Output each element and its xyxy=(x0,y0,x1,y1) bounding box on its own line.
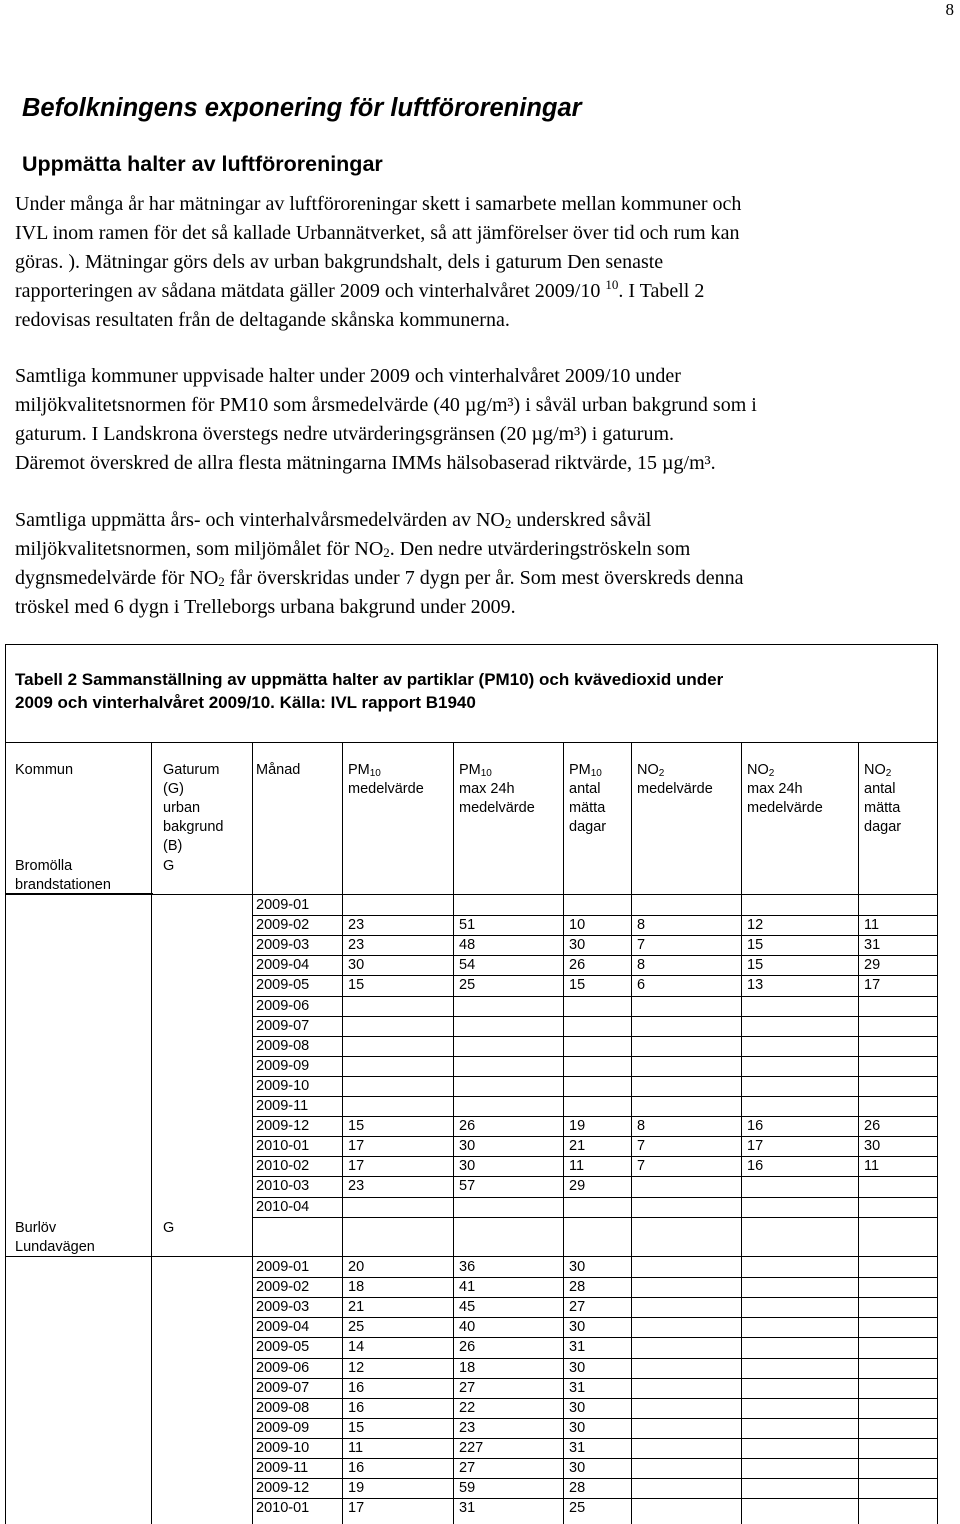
cell-month: 2009-10 xyxy=(256,1077,310,1094)
cell-pm10-max24h: 54 xyxy=(459,957,476,974)
header-gaturum-4: bakgrund xyxy=(163,819,224,835)
subscript: 2 xyxy=(504,516,512,531)
header-no-mean-1 xyxy=(637,761,713,780)
header-pm-mean-2: medelvärde xyxy=(348,781,424,797)
header-no-max-3: medelvärde xyxy=(747,800,823,816)
cell-no2-max24h: 16 xyxy=(747,1118,764,1135)
cell-pm10-max24h: 30 xyxy=(459,1158,476,1175)
cell-pm10-mean: 16 xyxy=(348,1379,365,1396)
cell-pm10-max24h: 26 xyxy=(459,1118,476,1135)
cell-pm10-mean: 23 xyxy=(348,917,365,934)
cell-pm10-max24h: 31 xyxy=(459,1500,476,1517)
header-no-max xyxy=(747,761,823,818)
cell-pm10-mean: 14 xyxy=(348,1339,365,1356)
cell-no2-days: 11 xyxy=(864,1158,880,1175)
row-divider xyxy=(252,1056,938,1057)
cell-pm10-max24h: 59 xyxy=(459,1480,476,1497)
table-border-left xyxy=(5,644,6,1524)
cell-month: 2009-05 xyxy=(256,1339,310,1356)
header-kommun: Kommun xyxy=(15,762,74,778)
col-sep-6 xyxy=(631,742,632,1524)
cell-pm10-days: 31 xyxy=(569,1439,586,1456)
header-no-max-2: max 24h xyxy=(747,781,803,797)
sub-heading: Uppmätta halter av luftföroreningar xyxy=(22,152,383,176)
page-number: 8 xyxy=(945,0,954,19)
p1-line-1: Under många år har mätningar av luftföroreningar skett i samarbete mellan kommuner och xyxy=(15,193,742,215)
pm-label: PM xyxy=(348,762,370,778)
cell-month: 2009-10 xyxy=(256,1439,310,1456)
header-pm-days xyxy=(569,761,606,837)
header-pm-max-3: medelvärde xyxy=(459,800,535,816)
header-no-days-1 xyxy=(864,761,901,780)
station-burlov-name-1: Burlöv xyxy=(15,1220,57,1236)
col-sep-1 xyxy=(151,742,152,1524)
cell-pm10-mean: 17 xyxy=(348,1500,365,1517)
cell-month: 2009-01 xyxy=(256,897,310,913)
cell-no2-mean: 8 xyxy=(637,1118,646,1135)
p3-line-1 xyxy=(15,506,744,535)
p1-line-5: redovisas resultaten från de deltagande skånska kommunerna. xyxy=(15,309,510,331)
p3-line-2-text: miljökvalitetsnormen, som miljömålet för NO xyxy=(15,538,384,560)
pm-label: PM xyxy=(459,762,481,778)
cell-pm10-mean: 17 xyxy=(348,1158,365,1175)
header-no-days-4: dagar xyxy=(864,819,902,835)
cell-month: 2009-01 xyxy=(256,1259,310,1275)
cell-no2-days: 29 xyxy=(864,957,881,974)
col-sep-3 xyxy=(342,742,343,1524)
subscript: 2 xyxy=(218,574,225,589)
cell-pm10-mean: 23 xyxy=(348,937,365,954)
cell-pm10-mean: 11 xyxy=(348,1439,364,1456)
no-subscript: 2 xyxy=(658,768,665,779)
cell-month: 2009-03 xyxy=(256,1299,310,1316)
cell-pm10-mean: 30 xyxy=(348,957,365,974)
cell-month: 2009-02 xyxy=(256,917,310,934)
cell-month: 2009-08 xyxy=(256,1399,310,1416)
p2-line-2: miljökvalitetsnormen för PM10 som årsmedelvärde (40 µg/m³) i såväl urban bakgrund som i xyxy=(15,394,757,416)
header-gaturum-1: Gaturum xyxy=(163,762,220,778)
cell-pm10-max24h: 48 xyxy=(459,937,476,954)
cell-pm10-max24h: 25 xyxy=(459,977,476,994)
cell-pm10-max24h: 45 xyxy=(459,1299,476,1316)
row-divider xyxy=(252,1197,938,1198)
cell-pm10-mean: 15 xyxy=(348,1419,365,1436)
cell-pm10-max24h: 41 xyxy=(459,1279,476,1296)
cell-pm10-max24h: 26 xyxy=(459,1339,476,1356)
col-sep-8 xyxy=(858,742,859,1524)
pm-subscript: 10 xyxy=(480,768,492,779)
header-no-days xyxy=(864,761,901,837)
cell-pm10-mean: 25 xyxy=(348,1319,365,1336)
cell-pm10-max24h: 30 xyxy=(459,1138,476,1155)
cell-month: 2010-01 xyxy=(256,1500,310,1517)
cell-pm10-mean: 17 xyxy=(348,1138,365,1155)
cell-pm10-days: 15 xyxy=(569,977,586,994)
cell-pm10-mean: 15 xyxy=(348,977,365,994)
cell-pm10-days: 25 xyxy=(569,1500,586,1517)
cell-month: 2010-03 xyxy=(256,1178,310,1195)
header-pm-days-2: antal xyxy=(569,781,601,797)
cell-pm10-mean: 16 xyxy=(348,1460,365,1476)
pm-subscript: 10 xyxy=(590,768,602,779)
cell-pm10-days: 30 xyxy=(569,1259,586,1275)
cell-pm10-days: 30 xyxy=(569,1319,586,1336)
cell-pm10-days: 21 xyxy=(569,1138,586,1155)
no-subscript: 2 xyxy=(885,768,892,779)
cell-month: 2009-06 xyxy=(256,1359,310,1376)
cell-pm10-max24h: 36 xyxy=(459,1259,476,1275)
cell-pm10-max24h: 51 xyxy=(459,917,476,934)
cell-pm10-days: 30 xyxy=(569,1399,586,1416)
header-gaturum-2: (G) xyxy=(163,781,184,797)
cell-no2-max24h: 16 xyxy=(747,1158,764,1175)
cell-pm10-days: 10 xyxy=(569,917,586,934)
cell-month: 2009-09 xyxy=(256,1419,310,1436)
row-divider xyxy=(252,1076,938,1077)
cell-month: 2009-07 xyxy=(256,1017,310,1034)
cell-pm10-days: 31 xyxy=(569,1379,586,1396)
row-divider xyxy=(252,1036,938,1037)
cell-month: 2009-05 xyxy=(256,977,310,994)
col-sep-2 xyxy=(252,742,253,1524)
cell-pm10-max24h: 27 xyxy=(459,1379,476,1396)
cell-pm10-mean: 20 xyxy=(348,1259,365,1275)
station-burlov-type: G xyxy=(163,1220,175,1236)
caption-divider xyxy=(5,742,938,743)
cell-pm10-mean: 15 xyxy=(348,1118,365,1135)
main-heading: Befolkningens exponering för luftföroreningar xyxy=(22,94,582,122)
paragraph-2 xyxy=(15,362,757,478)
cell-pm10-max24h: 22 xyxy=(459,1399,476,1416)
col-sep-7 xyxy=(741,742,742,1524)
table-border-top xyxy=(5,644,938,645)
cell-pm10-days: 11 xyxy=(569,1158,585,1175)
station-bromolla-name-2: brandstationen xyxy=(15,877,111,893)
p1-line-4-text: rapporteringen av sådana mätdata gäller 2009 och vinterhalvåret 2009/10 xyxy=(15,280,606,302)
cell-no2-max24h: 12 xyxy=(747,917,764,934)
cell-no2-max24h: 17 xyxy=(747,1138,764,1155)
cell-no2-days: 30 xyxy=(864,1138,881,1155)
station-bromolla-type: G xyxy=(163,858,175,874)
cell-no2-mean: 7 xyxy=(637,1158,646,1175)
p3-line-2 xyxy=(15,535,744,564)
no-subscript: 2 xyxy=(768,768,775,779)
cell-pm10-max24h: 18 xyxy=(459,1359,476,1376)
cell-pm10-mean: 19 xyxy=(348,1480,365,1497)
no-label: NO xyxy=(637,762,659,778)
cell-pm10-mean: 18 xyxy=(348,1279,365,1296)
station-bromolla-name-1: Bromölla xyxy=(15,858,73,874)
header-pm-mean xyxy=(348,761,424,799)
cell-pm10-days: 28 xyxy=(569,1480,586,1497)
cell-no2-mean: 6 xyxy=(637,977,646,994)
header-pm-max-2: max 24h xyxy=(459,781,515,797)
row-divider xyxy=(252,1217,938,1218)
header-no-days-3: mätta xyxy=(864,800,901,816)
cell-no2-days: 11 xyxy=(864,917,880,934)
cell-no2-days: 17 xyxy=(864,977,881,994)
p3-line-2-tail: . Den nedre utvärderingströskeln som xyxy=(389,538,691,560)
cell-no2-mean: 8 xyxy=(637,957,646,974)
row-divider xyxy=(252,1096,938,1097)
header-manad: Månad xyxy=(256,762,301,778)
p1-line-4-tail: . I Tabell 2 xyxy=(618,280,705,302)
cell-month: 2009-12 xyxy=(256,1480,310,1497)
cell-month: 2009-11 xyxy=(256,1098,309,1114)
cell-pm10-days: 26 xyxy=(569,957,586,974)
cell-no2-max24h: 15 xyxy=(747,937,764,954)
p3-line-3-tail: får överskridas under 7 dygn per år. Som mest överskreds denna xyxy=(224,567,744,589)
header-pm-max xyxy=(459,761,535,818)
cell-pm10-days: 29 xyxy=(569,1178,586,1195)
header-no-mean-2: medelvärde xyxy=(637,781,713,797)
cell-pm10-mean: 21 xyxy=(348,1299,365,1316)
cell-pm10-days: 28 xyxy=(569,1279,586,1296)
cell-month: 2009-09 xyxy=(256,1057,310,1074)
cell-pm10-mean: 23 xyxy=(348,1178,365,1195)
cell-month: 2010-02 xyxy=(256,1158,310,1175)
cell-no2-days: 31 xyxy=(864,937,881,954)
cell-month: 2009-02 xyxy=(256,1279,310,1296)
p3-line-3-text: dygnsmedelvärde för NO xyxy=(15,567,219,589)
no-label: NO xyxy=(747,762,769,778)
table-border-right xyxy=(937,644,938,1524)
p2-line-1: Samtliga kommuner uppvisade halter under 2009 och vinterhalvåret 2009/10 under xyxy=(15,365,681,387)
pm-subscript: 10 xyxy=(369,768,381,779)
table-caption xyxy=(15,668,915,714)
col-sep-4 xyxy=(453,742,454,1524)
cell-no2-mean: 8 xyxy=(637,917,646,934)
cell-month: 2009-11 xyxy=(256,1460,309,1476)
p2-line-4: Däremot överskred de allra flesta mätningarna IMMs hälsobaserad riktvärde, 15 µg/m³. xyxy=(15,452,716,474)
header-gaturum-3: urban xyxy=(163,800,201,816)
cell-pm10-days: 31 xyxy=(569,1339,586,1356)
col-sep-5 xyxy=(563,742,564,1524)
header-pm-days-3: mätta xyxy=(569,800,606,816)
paragraph-1 xyxy=(15,190,741,335)
cell-no2-mean: 7 xyxy=(637,1138,646,1155)
cell-month: 2009-08 xyxy=(256,1037,310,1054)
cell-month: 2009-03 xyxy=(256,937,310,954)
p2-line-3: gaturum. I Landskrona överstegs nedre utvärderingsgränsen (20 µg/m³) i gaturum. xyxy=(15,423,675,445)
cell-pm10-days: 30 xyxy=(569,937,586,954)
station-burlov-name-2: Lundavägen xyxy=(15,1239,95,1255)
header-pm-days-1 xyxy=(569,761,606,780)
cell-pm10-mean: 12 xyxy=(348,1359,365,1376)
footnote-ref: 10 xyxy=(605,277,619,292)
cell-pm10-days: 19 xyxy=(569,1118,586,1135)
station-burlov-name xyxy=(15,1219,95,1257)
cell-month: 2009-06 xyxy=(256,997,310,1014)
header-gaturum-5: (B) xyxy=(163,838,183,854)
cell-no2-mean: 7 xyxy=(637,937,646,954)
cell-pm10-days: 27 xyxy=(569,1299,586,1316)
header-gaturum xyxy=(163,761,223,856)
cell-pm10-days: 30 xyxy=(569,1419,586,1436)
row-divider xyxy=(252,996,938,997)
cell-no2-max24h: 13 xyxy=(747,977,764,994)
station-divider xyxy=(5,894,938,895)
cell-month: 2010-01 xyxy=(256,1138,310,1155)
cell-pm10-max24h: 227 xyxy=(459,1439,484,1456)
caption-line-2: 2009 och vinterhalvåret 2009/10. Källa: IVL rapport B1940 xyxy=(15,693,476,712)
paragraph-3 xyxy=(15,506,744,622)
row-divider xyxy=(252,1016,938,1017)
cell-pm10-days: 30 xyxy=(569,1359,586,1376)
p3-line-1-text: Samtliga uppmätta års- och vinterhalvårsmedelvärden av NO xyxy=(15,509,505,531)
p1-line-4 xyxy=(15,277,741,306)
header-pm-mean-1 xyxy=(348,761,424,780)
p3-line-3 xyxy=(15,564,744,593)
cell-pm10-max24h: 57 xyxy=(459,1178,476,1195)
cell-pm10-max24h: 40 xyxy=(459,1319,476,1336)
p3-line-4: tröskel med 6 dygn i Trelleborgs urbana bakgrund under 2009. xyxy=(15,596,516,618)
station-bromolla-name xyxy=(15,857,111,895)
header-no-max-1 xyxy=(747,761,823,780)
cell-pm10-days: 30 xyxy=(569,1460,586,1476)
cell-month: 2009-04 xyxy=(256,1319,310,1336)
cell-pm10-mean: 16 xyxy=(348,1399,365,1416)
cell-no2-days: 26 xyxy=(864,1118,881,1135)
header-pm-days-4: dagar xyxy=(569,819,607,835)
p1-line-3: göras. ). Mätningar görs dels av urban bakgrundshalt, dels i gaturum Den senaste xyxy=(15,251,664,273)
pm-label: PM xyxy=(569,762,591,778)
kommun-divider xyxy=(5,893,153,894)
cell-pm10-max24h: 27 xyxy=(459,1460,476,1476)
cell-month: 2009-04 xyxy=(256,957,310,974)
cell-pm10-max24h: 23 xyxy=(459,1419,476,1436)
cell-month: 2010-04 xyxy=(256,1198,310,1215)
p1-line-2: IVL inom ramen för det så kallade Urbannätverket, så att jämförelser över tid och rum kan xyxy=(15,222,740,244)
subscript: 2 xyxy=(383,545,390,560)
header-pm-max-1 xyxy=(459,761,535,780)
cell-month: 2009-07 xyxy=(256,1379,310,1396)
p3-line-1-tail: underskred såväl xyxy=(511,509,652,531)
header-no-days-2: antal xyxy=(864,781,896,797)
header-no-mean xyxy=(637,761,713,799)
cell-no2-max24h: 15 xyxy=(747,957,764,974)
no-label: NO xyxy=(864,762,886,778)
caption-line-1: Tabell 2 Sammanställning av uppmätta halter av partiklar (PM10) och kvävedioxid under xyxy=(15,670,724,689)
cell-month: 2009-12 xyxy=(256,1118,310,1135)
